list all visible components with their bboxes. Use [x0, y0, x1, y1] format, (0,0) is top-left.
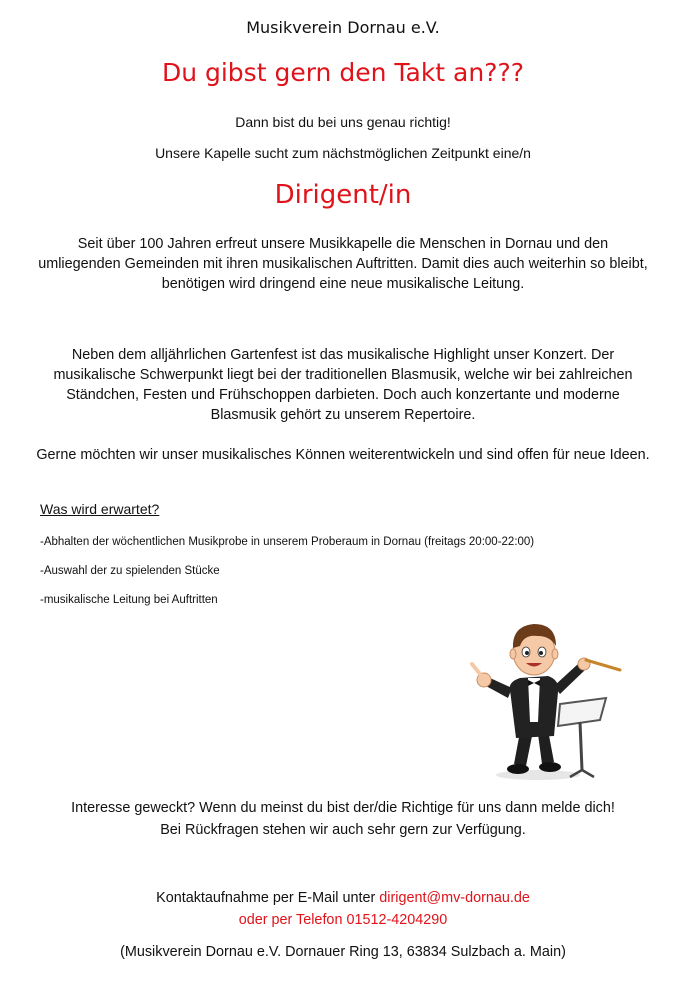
- expectation-item: -Auswahl der zu spielenden Stücke: [40, 565, 220, 577]
- contact-phone-line: oder per Telefon 01512-4204290: [238, 912, 448, 928]
- intro-line-2: Unsere Kapelle sucht zum nächstmöglichen Zeitpunkt eine/n: [155, 145, 531, 161]
- interest-line-1: Interesse geweckt? Wenn du meinst du bist der/die Richtige für uns dann melde dich!: [71, 800, 615, 816]
- contact-prefix: Kontaktaufnahme per E-Mail unter: [156, 890, 380, 906]
- address-line: (Musikverein Dornau e.V. Dornauer Ring 13, 63834 Sulzbach a. Main): [120, 944, 566, 960]
- paragraph-history: Seit über 100 Jahren erfreut unsere Musikkapelle die Menschen in Dornau und den umliegenden Gemeinden mit ihren musikalischen Auftritten. Damit dies auch weiterhin so bleibt, benötigen wird dringend eine neue musikalische Leitung.: [38, 236, 648, 292]
- position-title: Dirigent/in: [274, 180, 412, 210]
- interest-line-2: Bei Rückfragen stehen wir auch sehr gern zur Verfügung.: [160, 822, 526, 838]
- intro-line-1: Dann bist du bei uns genau richtig!: [235, 114, 451, 130]
- contact-email-link[interactable]: dirigent@mv-dornau.de: [379, 890, 530, 906]
- interest-section: [20, 797, 666, 841]
- organization-name: Musikverein Dornau e.V.: [246, 18, 440, 37]
- contact-section: [0, 887, 686, 931]
- conductor-icon: [468, 612, 628, 782]
- contact-email-line: [0, 887, 686, 909]
- expectations-title: Was wird erwartet?: [40, 501, 160, 517]
- music-stand-icon: [558, 698, 606, 777]
- expectation-item: -Abhalten der wöchentlichen Musikprobe in unserem Proberaum in Dornau (freitags 20:00-22:00): [40, 536, 535, 548]
- paragraph-program: Neben dem alljährlichen Gartenfest ist das musikalische Highlight unser Konzert. Der musikalische Schwerpunkt liegt bei der traditionellen Blasmusik, welche wir bei zahlreichen Ständchen, Festen und Frühschoppen darbieten. Doch auch konzertante und moderne Blasmusik gehört zu unserem Repertoire.: [53, 347, 633, 423]
- headline: Du gibst gern den Takt an???: [161, 58, 525, 87]
- expectation-item: -musikalische Leitung bei Auftritten: [40, 594, 218, 606]
- paragraph-ideas: Gerne möchten wir unser musikalisches Können weiterentwickeln und sind offen für neue Ideen.: [36, 447, 650, 463]
